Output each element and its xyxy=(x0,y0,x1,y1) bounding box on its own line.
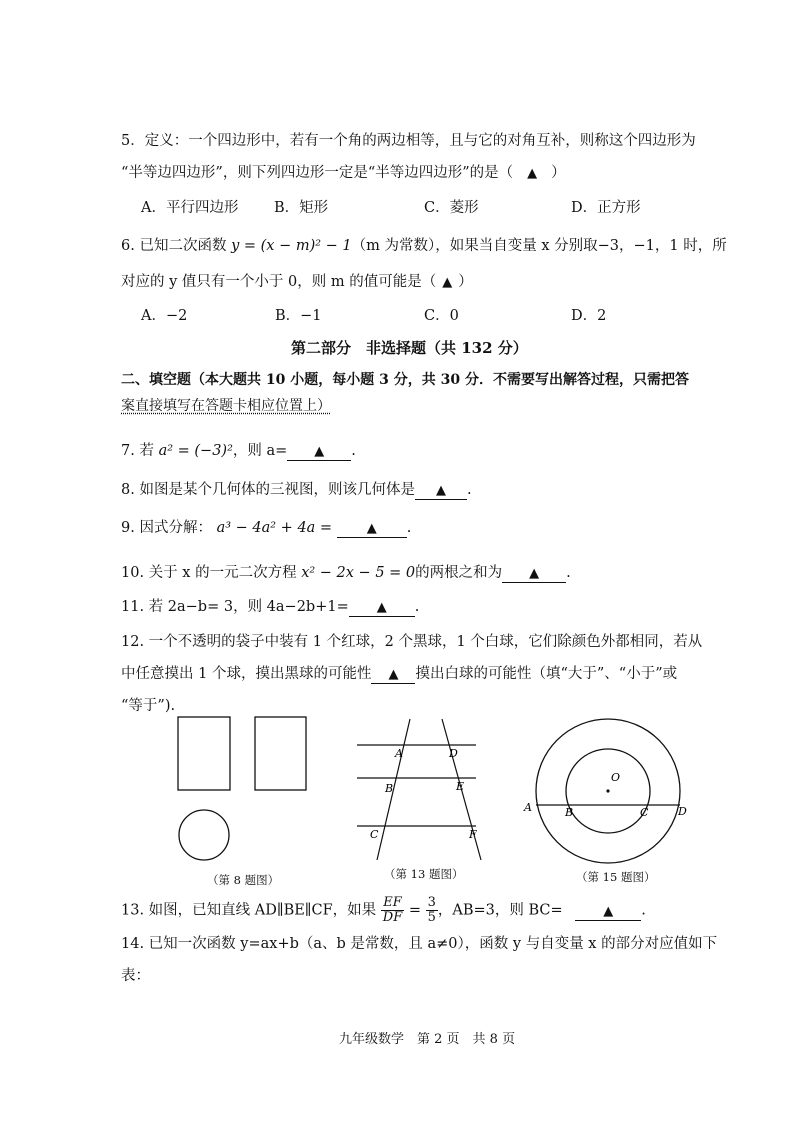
q7-lead: 7. 若 xyxy=(121,443,154,459)
q5-option-b: B．矩形 xyxy=(274,200,329,216)
fig15-label-o: O xyxy=(611,771,621,784)
q7-end: . xyxy=(351,443,356,459)
q13-frac2-numerator: 3 xyxy=(427,895,436,910)
q8 xyxy=(121,480,472,500)
q13-lead: 13. 如图，已知直线 AD∥BE∥CF，如果 xyxy=(121,902,377,919)
q13-rest: ，AB=3，则 BC= xyxy=(437,902,563,919)
q14-line2: 表： xyxy=(121,968,150,984)
q5-line2 xyxy=(121,163,566,184)
q13-fraction-3-5 xyxy=(426,896,438,925)
q6-option-a: A．−2 xyxy=(141,308,188,324)
q13 xyxy=(121,896,646,925)
fig13-label-d: D xyxy=(449,747,458,760)
section2-text: 二、填空题（本大题共 10 小题，每小题 3 分，共 30 分．不需要写出解答过程，只需把答 xyxy=(121,372,689,388)
q7-mid: ，则 a= xyxy=(232,443,288,459)
q6-option-c: C．0 xyxy=(424,308,459,324)
section2-line1 xyxy=(121,370,689,390)
fig15-caption: （第 15 题图） xyxy=(576,870,656,884)
q6-option-b: B．−1 xyxy=(275,308,322,324)
fig8-front-view-rect xyxy=(178,717,230,790)
q10-mid: 的两根之和为 xyxy=(415,565,503,581)
q13-frac2-denominator: 5 xyxy=(427,910,436,925)
fig13-label-e: E xyxy=(456,780,465,793)
q9 xyxy=(121,518,411,538)
q6-line1-rest: （m 为常数），如果当自变量 x 分别取−3，−1，1 时，所 xyxy=(351,238,727,254)
q7-answer-blank[interactable]: ▲ xyxy=(287,444,351,461)
q7-formula: a² = (−3)² xyxy=(158,443,233,459)
q9-lead: 9. 因式分解： xyxy=(121,520,212,536)
fig8-caption: （第 8 题图） xyxy=(207,873,280,887)
fig13-parallel-lines xyxy=(355,715,490,865)
q6-line2 xyxy=(121,272,473,293)
fig13-label-c: C xyxy=(370,828,379,841)
q13-equals: = xyxy=(408,902,421,919)
fig15-label-c: C xyxy=(640,806,649,819)
q6-lead: 6. 已知二次函数 xyxy=(121,238,227,254)
q5-option-d: D．正方形 xyxy=(571,200,641,216)
q10-formula: x² − 2x − 5 = 0 xyxy=(301,565,416,581)
q9-answer-blank[interactable]: ▲ xyxy=(337,521,407,538)
fig15-center-point xyxy=(606,789,609,792)
q6-formula: y = (x − m)² − 1 xyxy=(231,238,352,254)
q5-stem-text: “半等边四边形”，则下列四边形一定是“半等边四边形”的是（ xyxy=(121,165,514,181)
q6-stem-text: 对应的 y 值只有一个小于 0，则 m 的值可能是（ xyxy=(121,274,437,290)
fig8-three-views xyxy=(170,710,320,870)
q13-frac1-denominator: DF xyxy=(382,910,403,925)
q5-paren-close: ） xyxy=(551,165,566,181)
fig8-top-view-circle xyxy=(179,810,229,860)
fig13-caption: （第 13 题图） xyxy=(384,867,464,881)
fig8-side-view-rect xyxy=(255,717,306,790)
q10-answer-blank[interactable]: ▲ xyxy=(502,566,566,583)
q12-line3: “等于”). xyxy=(121,698,176,714)
q12-line2 xyxy=(121,664,677,684)
q8-answer-blank[interactable]: ▲ xyxy=(415,483,467,500)
fig15-concentric-circles xyxy=(518,712,698,872)
q5-answer-triangle: ▲ xyxy=(527,166,538,181)
q13-end: . xyxy=(641,902,646,919)
q5-option-a: A．平行四边形 xyxy=(141,200,239,216)
fig15-label-b: B xyxy=(565,806,574,819)
section2-line2: 案直接填写在答题卡相应位置上） xyxy=(121,398,331,414)
fig13-transversal-left xyxy=(377,719,410,860)
fig15-label-d: D xyxy=(678,805,687,818)
q12-line1: 12. 一个不透明的袋子中装有 1 个红球，2 个黑球，1 个白球，它们除颜色外都相同，若从 xyxy=(121,634,703,650)
q10-end: . xyxy=(566,565,571,581)
fig13-label-a: A xyxy=(395,747,403,760)
q11-end: . xyxy=(414,599,420,615)
page-footer: 九年级数学 第 2 页 共 8 页 xyxy=(339,1032,516,1047)
fig13-label-f: F xyxy=(469,828,477,841)
q8-end: . xyxy=(466,482,472,498)
fig15-label-a: A xyxy=(524,801,532,814)
q7 xyxy=(121,441,356,461)
q5-option-c: C．菱形 xyxy=(424,200,479,216)
q11 xyxy=(121,597,419,617)
q6-option-d: D．2 xyxy=(571,308,607,324)
q5-line1: 5．定义：一个四边形中，若有一个角的两边相等，且与它的对角互补，则称这个四边形为 xyxy=(121,133,696,149)
q9-end: . xyxy=(406,520,412,536)
q10-lead: 10. 关于 x 的一元二次方程 xyxy=(121,565,297,581)
q10 xyxy=(121,563,571,583)
q13-frac1-numerator: EF xyxy=(381,896,404,911)
q6-answer-triangle: ▲ xyxy=(442,275,453,290)
q12-rest: 摸出白球的可能性（填“大于”、“小于”或 xyxy=(415,666,678,682)
q14-line1: 14. 已知一次函数 y=ax+b（a、b 是常数，且 a≠0），函数 y 与自变量 x 的部分对应值如下 xyxy=(121,936,718,952)
q12-lead: 中任意摸出 1 个球，摸出黑球的可能性 xyxy=(121,666,372,682)
q6-line1 xyxy=(121,236,727,256)
q13-fraction-ef-df xyxy=(381,896,404,925)
part2-title: 第二部分 非选择题（共 132 分） xyxy=(291,339,528,357)
q9-formula: a³ − 4a² + 4a = xyxy=(216,520,333,536)
q6-paren-close: ） xyxy=(458,274,473,290)
q13-answer-blank[interactable]: ▲ xyxy=(575,904,641,921)
q8-lead: 8. 如图是某个几何体的三视图，则该几何体是 xyxy=(121,482,415,498)
fig13-label-b: B xyxy=(385,782,394,795)
q11-lead: 11. 若 2a−b= 3，则 4a−2b+1= xyxy=(121,599,349,615)
q11-answer-blank[interactable]: ▲ xyxy=(349,600,415,617)
q12-answer-blank[interactable]: ▲ xyxy=(371,667,415,684)
